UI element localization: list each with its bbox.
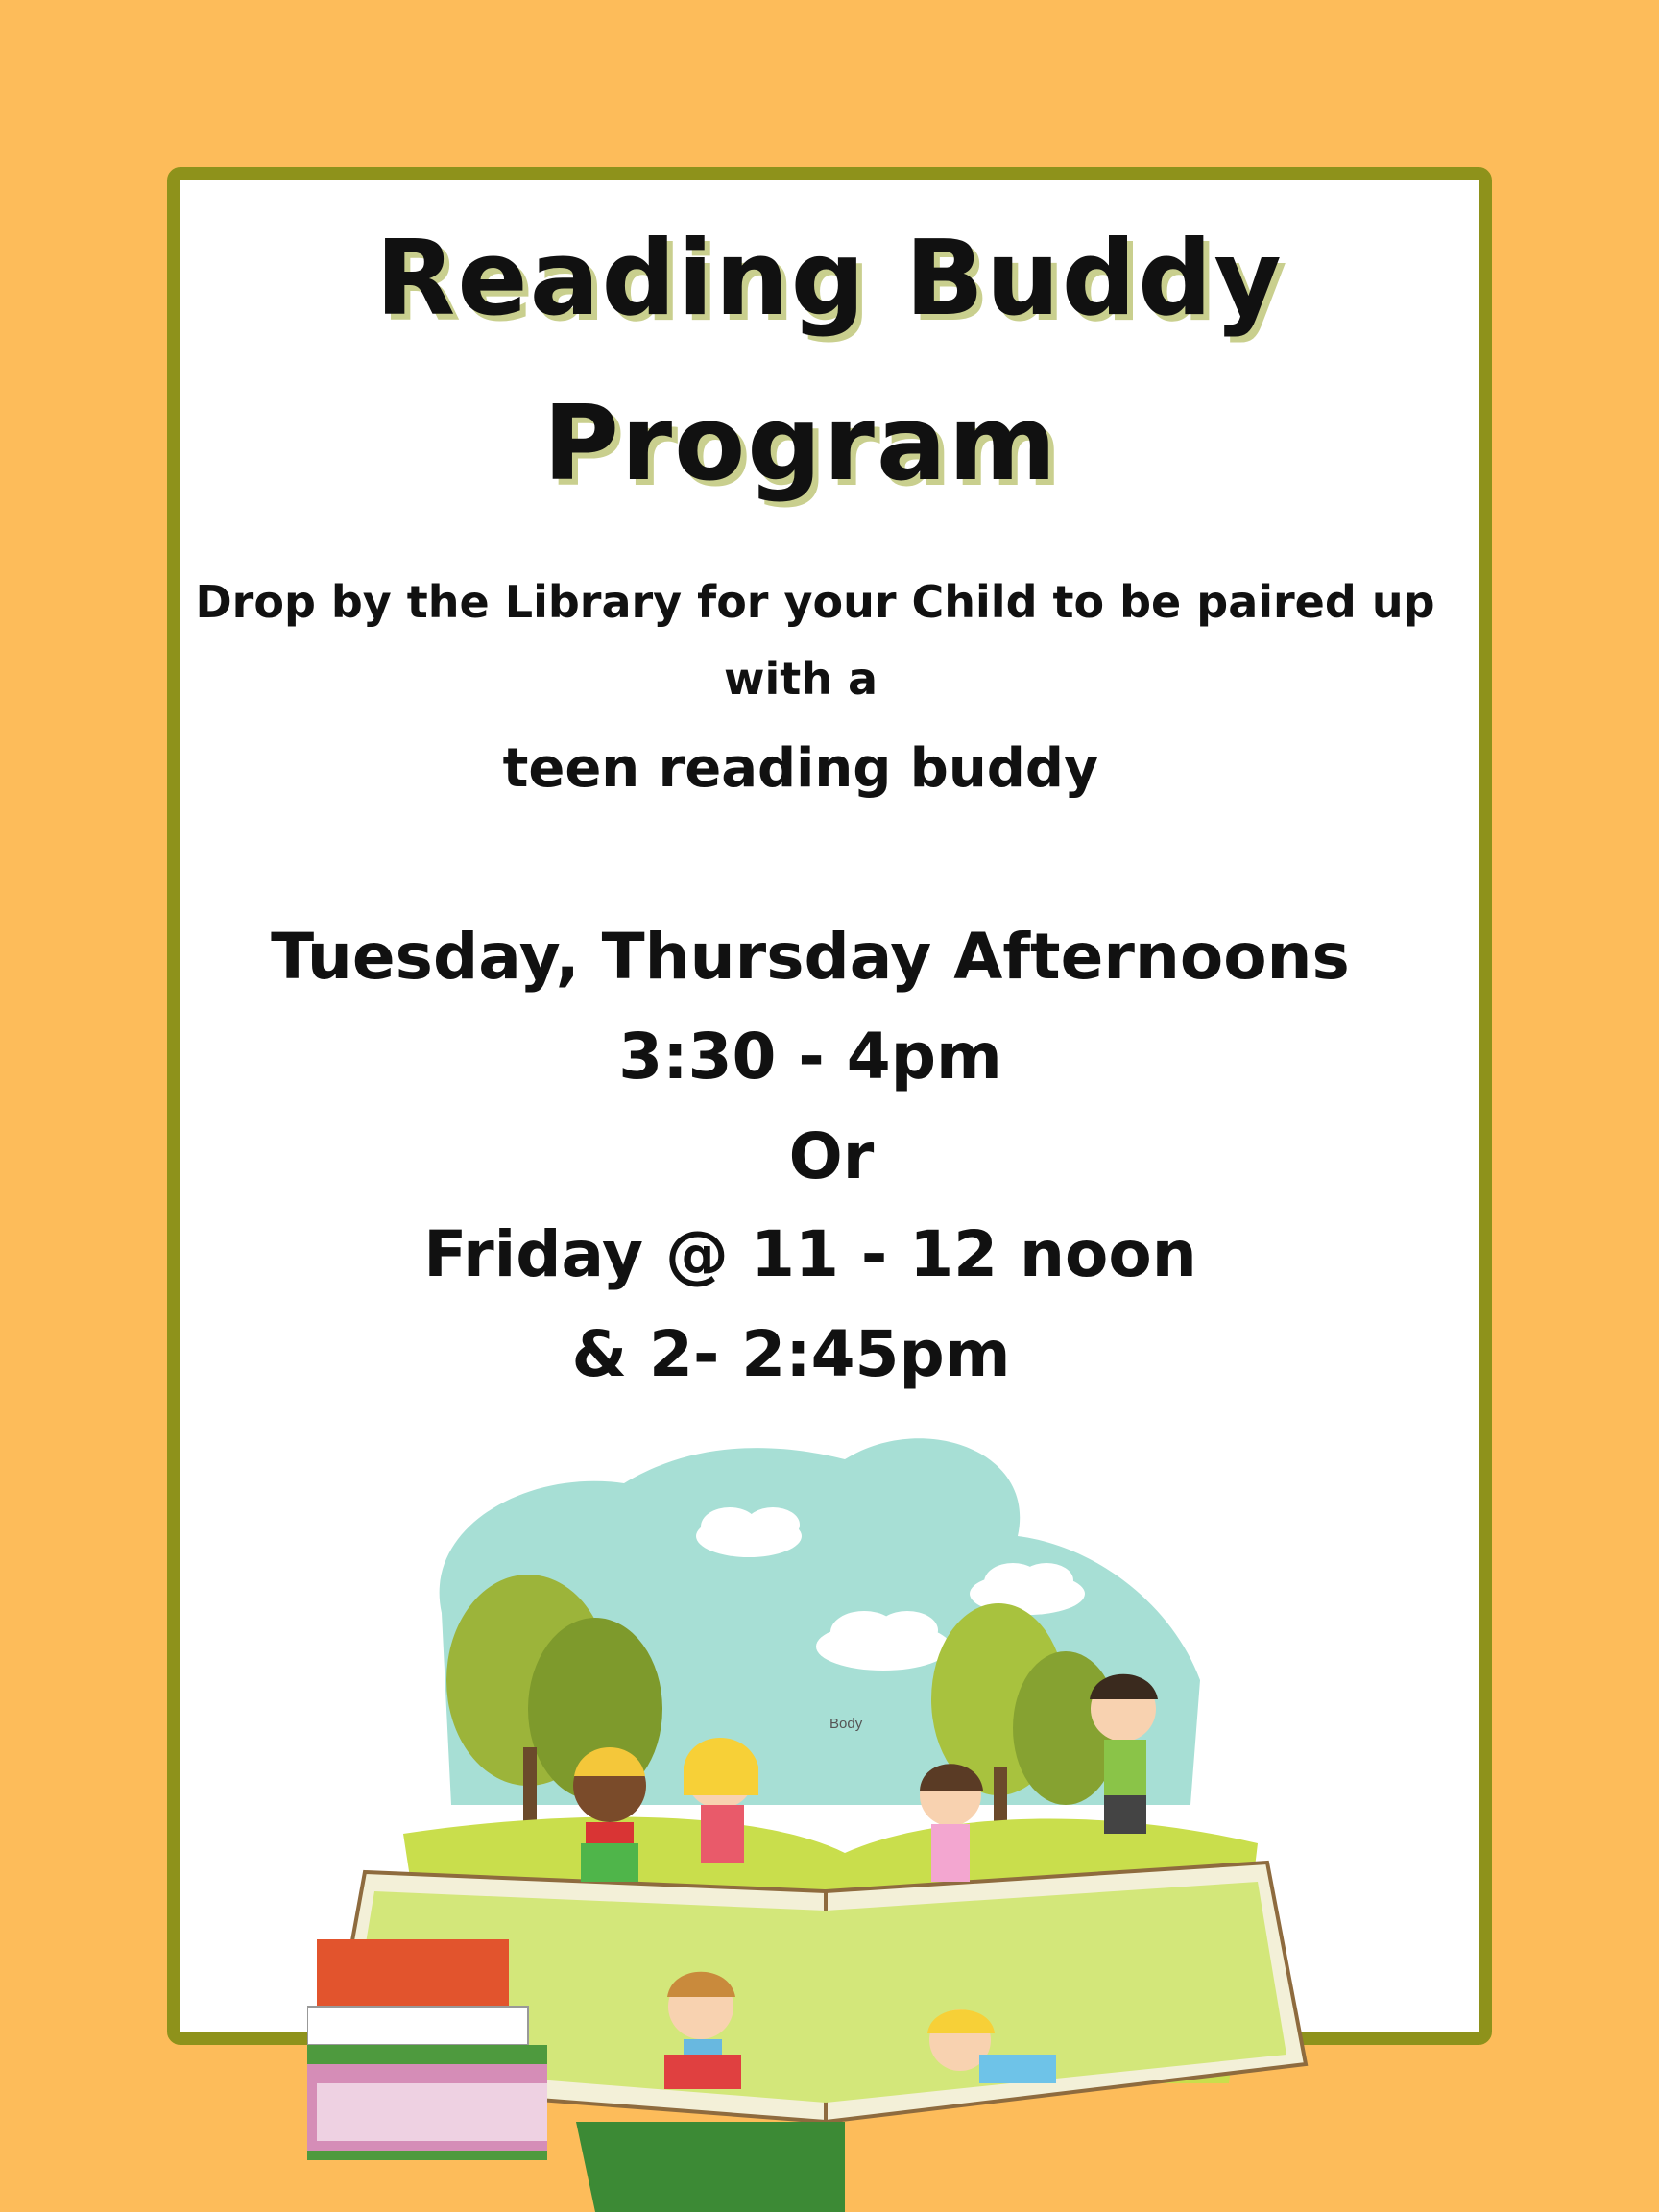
schedule-time-1: 3:30 - 4pm [618,1020,1002,1094]
intro-line-1: Drop by the Library for your Child to be paired up [195,576,1435,628]
title-line-2: Program [542,384,1059,504]
intro-line-3: teen reading buddy [502,737,1099,800]
schedule-days: Tuesday, Thursday Afternoons [271,920,1350,994]
schedule-time-2: & 2- 2:45pm [571,1317,1011,1391]
intro-line-2: with a [723,653,878,705]
children-reading-open-book-illustration [307,1392,1325,2212]
schedule-friday: Friday @ 11 - 12 noon [423,1217,1197,1291]
schedule-or: Or [788,1119,875,1193]
image-body-label: Body [830,1716,863,1732]
title-line-1: Reading Buddy [375,219,1284,339]
